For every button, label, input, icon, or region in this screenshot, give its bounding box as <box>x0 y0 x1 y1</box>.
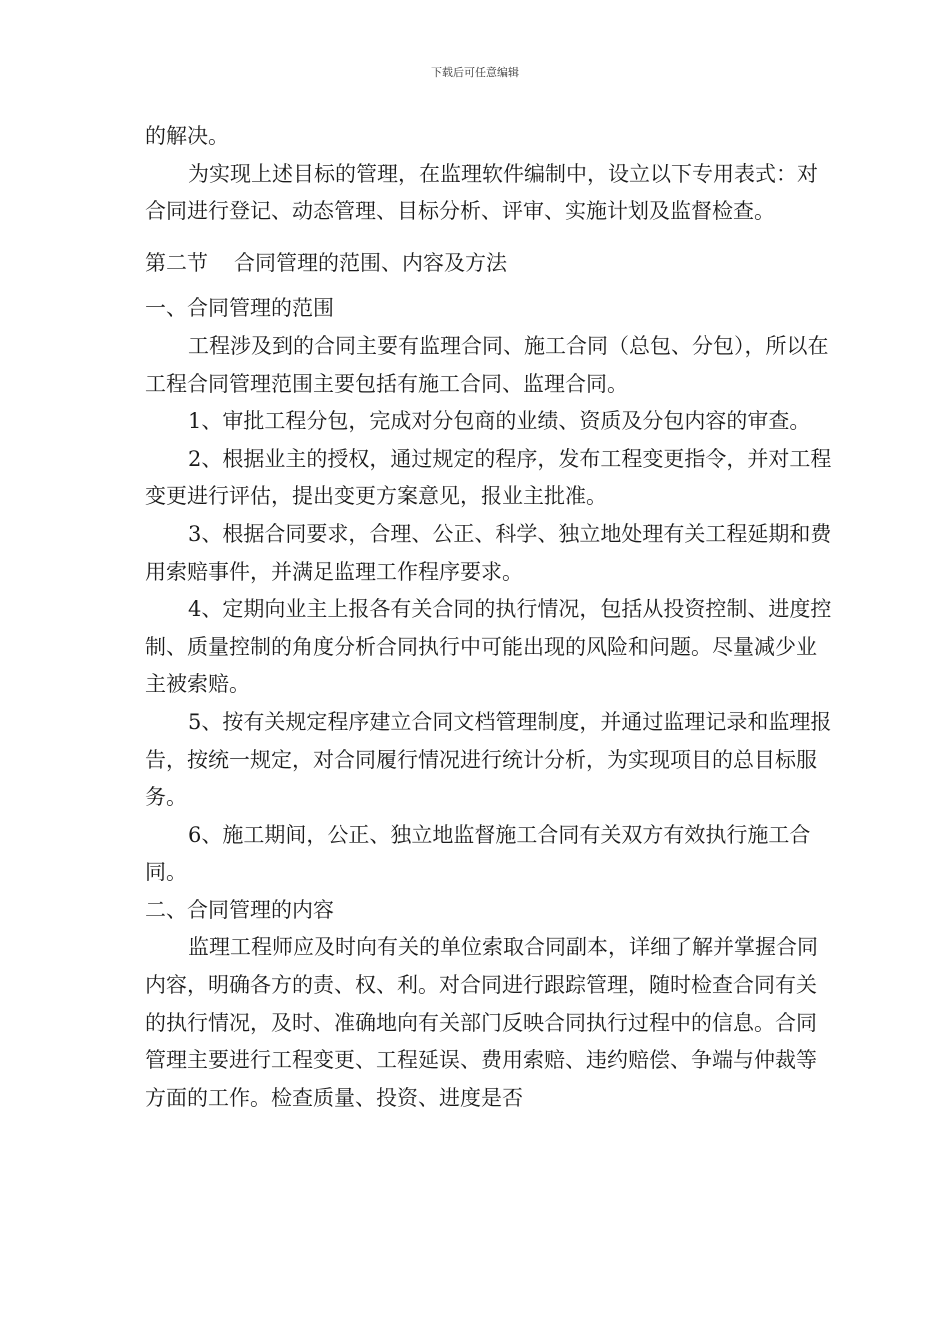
paragraph-scope: 工程涉及到的合同主要有监理合同、施工合同（总包、分包），所以在工程合同管理范围主要包括有施工合同、监理合同。 <box>145 333 829 396</box>
list-item-1: 1、审批工程分包，完成对分包商的业绩、资质及分包内容的审查。 <box>188 409 811 434</box>
list-item-5: 5、按有关规定程序建立合同文档管理制度，并通过监理记录和监理报告，按统一规定，对合同履行情况进行统计分析，为实现项目的总目标服务。 <box>145 709 832 810</box>
paragraph-continuation: 的解决。 <box>145 124 229 148</box>
paragraph-content: 监理工程师应及时向有关的单位索取合同副本，详细了解并掌握合同内容，明确各方的责、权、利。对合同进行跟踪管理，随时检查合同有关的执行情况，及时、准确地向有关部门反映合同执行过程中的信息。合同管理主要进行工程变更、工程延误、费用索赔、违约赔偿、争端与仲裁等方面的工作。检查质量、投资、进度是否 <box>145 935 818 1110</box>
section-title <box>145 245 835 283</box>
document-body <box>145 118 835 1117</box>
heading-content: 二、合同管理的内容 <box>145 897 334 922</box>
paragraph-intro: 为实现上述目标的管理，在监理软件编制中，设立以下专用表式：对合同进行登记、动态管理、目标分析、评审、实施计划及监督检查。 <box>145 161 818 224</box>
list-item-2: 2、根据业主的授权，通过规定的程序，发布工程变更指令，并对工程变更进行评估，提出变更方案意见，报业主批准。 <box>145 446 832 509</box>
page-header: 下载后可任意编辑 <box>431 66 519 79</box>
list-item-3: 3、根据合同要求，合理、公正、科学、独立地处理有关工程延期和费用索赔事件，并满足监理工作程序要求。 <box>145 521 832 584</box>
list-item-4: 4、定期向业主上报各有关合同的执行情况，包括从投资控制、进度控制、质量控制的角度分析合同执行中可能出现的风险和问题。尽量减少业主被索赔。 <box>145 597 832 697</box>
section-number: 第二节 <box>145 250 208 275</box>
list-item-6: 6、施工期间，公正、独立地监督施工合同有关双方有效执行施工合同。 <box>145 822 811 885</box>
section-name: 合同管理的范围、内容及方法 <box>234 250 507 275</box>
heading-scope: 一、合同管理的范围 <box>145 296 334 321</box>
